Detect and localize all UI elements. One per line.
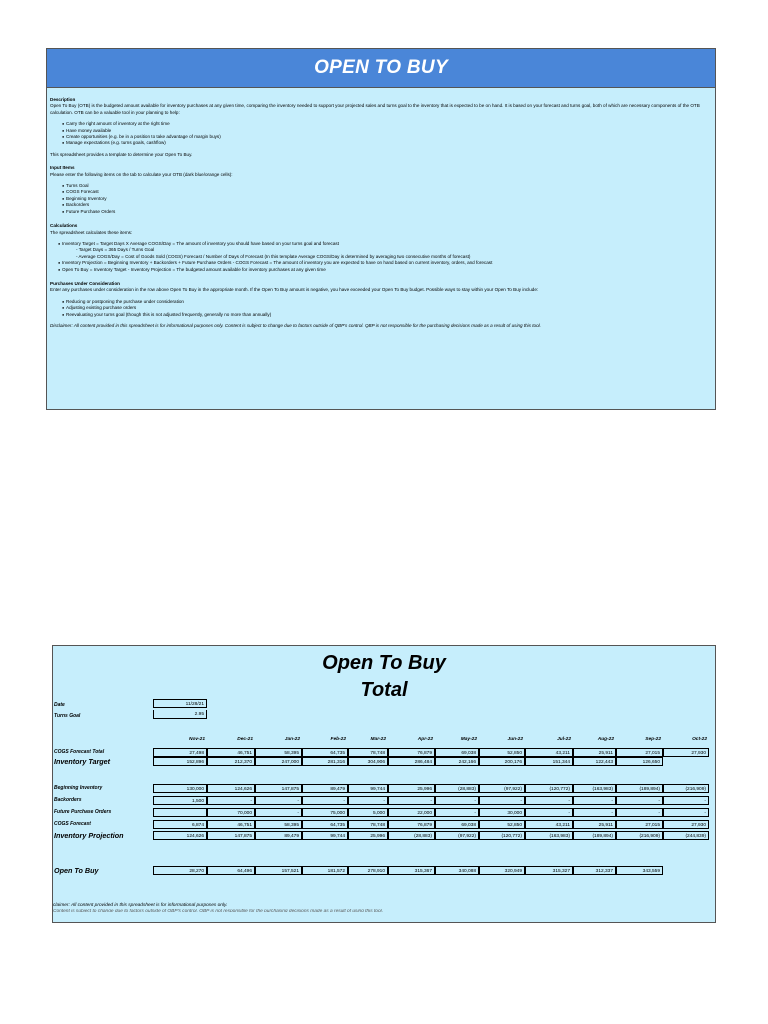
month-header: Feb-22: [330, 737, 346, 742]
table-cell: (163,983): [525, 831, 573, 840]
table-cell: 126,650: [616, 757, 663, 766]
table-cell: 25,996: [348, 831, 388, 840]
list-item: ● Create opportunities (e.g. be in a position to take advantage of margin buys): [50, 134, 712, 140]
list-item: ● Open To Buy = Inventory Target - Inventory Projection = The budgeted amount available for inventory purchases at any given time: [50, 267, 712, 273]
table-cell: 315,327: [525, 866, 573, 875]
table-cell[interactable]: -: [616, 796, 663, 805]
table-cell: (97,922): [435, 831, 479, 840]
turns-goal-label: Turns Goal: [54, 713, 81, 719]
otb-total-sheet: [52, 645, 716, 923]
table-cell: 89,479: [255, 831, 302, 840]
table-cell: 151,344: [525, 757, 573, 766]
title-banner: [47, 49, 715, 88]
row-label-open-to-buy: Open To Buy: [54, 866, 99, 875]
table-cell: 78,748: [348, 748, 388, 757]
table-cell[interactable]: -: [302, 796, 348, 805]
table-cell[interactable]: 89,479: [302, 784, 348, 793]
table-cell[interactable]: 78,748: [348, 820, 388, 829]
table-cell: 312,337: [573, 866, 616, 875]
table-cell: (189,894): [573, 831, 616, 840]
disclaimer: Disclaimer: All content provided in this spreadsheet is for informational purposes only. Content is subject to change due to factors outside of QBP's control. QBP is not responsible for the purchasing decisions made as a result of using this tool.: [50, 322, 541, 328]
table-cell[interactable]: 6,874: [153, 820, 207, 829]
table-cell[interactable]: 130,000: [153, 784, 207, 793]
table-cell: 278,910: [348, 866, 388, 875]
table-cell: [663, 866, 709, 875]
list-item: ● Have money available: [50, 128, 712, 134]
table-cell: 58,395: [255, 748, 302, 757]
list-item: ● Turns Goal: [50, 183, 712, 189]
input-heading: Input Items: [50, 165, 75, 171]
table-cell: 315,367: [388, 866, 435, 875]
table-cell[interactable]: 22,000: [388, 808, 435, 817]
table-cell[interactable]: -: [255, 808, 302, 817]
table-cell[interactable]: 124,626: [207, 784, 255, 793]
table-cell: 69,038: [435, 748, 479, 757]
table-cell: 122,443: [573, 757, 616, 766]
sheet-title-line1: Open To Buy: [322, 652, 446, 674]
purchases-heading: Purchases Under Consideration: [50, 280, 120, 286]
purchases-text: Enter any purchases under consideration in the row above Open To Buy in the appropriate month. If the Open To Buy amount is negative, you have exceeded your Open To Buy budget. Possible ways to stay within your Open To Buy include:: [50, 287, 539, 293]
list-item: ● Reevaluating your turns goal (though this is not adjusted frequently, generally no more than annually): [50, 312, 712, 318]
list-item: ● Carry the right amount of inventory at the right time: [50, 121, 712, 127]
list-item: ● COGS Forecast: [50, 189, 712, 195]
table-cell[interactable]: -: [616, 808, 663, 817]
table-cell[interactable]: 25,996: [388, 784, 435, 793]
month-header: Dec-21: [237, 737, 253, 742]
month-header: Oct-22: [692, 737, 707, 742]
table-cell[interactable]: (120,772): [525, 784, 573, 793]
table-cell[interactable]: 99,744: [348, 784, 388, 793]
table-cell: 25,911: [573, 748, 616, 757]
table-cell: 152,896: [153, 757, 207, 766]
description-sheet: [46, 48, 716, 410]
table-cell[interactable]: (163,983): [573, 784, 616, 793]
table-cell[interactable]: -: [348, 796, 388, 805]
table-cell[interactable]: -: [525, 808, 573, 817]
table-cell: 286,484: [388, 757, 435, 766]
calc-sub-item: - Target Days = 365 Days / Turns Goal: [76, 247, 155, 253]
table-cell[interactable]: (97,922): [479, 784, 525, 793]
sheet-title: [53, 650, 715, 704]
list-item: ● Future Purchase Orders: [50, 209, 712, 215]
list-item: ● Backorders: [50, 202, 712, 208]
table-cell: 320,949: [479, 866, 525, 875]
footer-disclaimer: claimer: All content provided in this spreadsheet is for informational purposes only.: [53, 903, 228, 908]
table-cell[interactable]: 70,000: [207, 808, 255, 817]
table-cell[interactable]: -: [255, 796, 302, 805]
table-cell: 46,751: [207, 748, 255, 757]
table-cell: 147,875: [207, 831, 255, 840]
calc-heading: Calculations: [50, 223, 78, 229]
table-cell: 43,211: [525, 748, 573, 757]
table-cell[interactable]: (189,894): [616, 784, 663, 793]
table-cell: 304,906: [348, 757, 388, 766]
row-label-inventory-target: Inventory Target: [54, 757, 111, 766]
list-item: ● Inventory Projection = Beginning Inventory + Backorders + Future Purchase Orders - COGS Forecast = The amount of inventory you are expected to have on hand based on current inventory, orders, and forecast: [50, 260, 712, 266]
help-list: [50, 121, 712, 147]
table-cell[interactable]: -: [435, 796, 479, 805]
date-label: Date: [54, 702, 65, 708]
table-cell: 27,015: [616, 748, 663, 757]
table-cell: (244,839): [663, 831, 709, 840]
table-cell[interactable]: 1,500: [153, 796, 207, 805]
table-cell[interactable]: 27,930: [663, 820, 709, 829]
description-heading: Description: [50, 97, 76, 102]
table-cell: [663, 757, 709, 766]
month-header: May-22: [460, 737, 477, 742]
row-label-future-purchase-orders: Future Purchase Orders: [54, 809, 112, 815]
footer-disclaimer-cut: Content is subject to change due to factors outside of QBP's control. QBP is not responsible for the purchasing decisions made as a result of using this tool.: [53, 909, 384, 912]
table-cell: 76,879: [388, 748, 435, 757]
table-cell: 281,316: [302, 757, 348, 766]
table-cell: 212,370: [207, 757, 255, 766]
month-header: Jan-22: [284, 737, 300, 742]
table-cell: 27,498: [153, 748, 207, 757]
table-cell: 124,626: [153, 831, 207, 840]
table-cell[interactable]: -: [573, 796, 616, 805]
table-cell: (28,883): [388, 831, 435, 840]
list-item: ● Manage expectations (e.g. turns goals, cashflow): [50, 140, 712, 146]
month-header: Sep-22: [645, 737, 661, 742]
month-header: Jun-22: [507, 737, 523, 742]
table-cell: 28,270: [153, 866, 207, 875]
month-header: Aug-22: [597, 737, 614, 742]
table-cell[interactable]: 76,879: [388, 820, 435, 829]
table-cell[interactable]: [153, 808, 207, 817]
row-label-cogs-forecast-total: COGS Forecast Total: [54, 749, 105, 755]
table-cell[interactable]: -: [435, 808, 479, 817]
table-cell[interactable]: 52,850: [479, 820, 525, 829]
table-cell: (120,772): [479, 831, 525, 840]
table-cell: 27,930: [663, 748, 709, 757]
calc-text: The spreadsheet calculates these items:: [50, 229, 133, 235]
table-cell[interactable]: -: [388, 796, 435, 805]
calc-sub-item: - Average COGS/Day = Cost of Goods Sold (COGS) Forecast / Number of Days of Forecast (In this template Average COGS/Day is determined by averaging two consecutive months of forecast): [76, 253, 471, 259]
table-cell: 64,496: [207, 866, 255, 875]
list-item: ● Reducing or postponing the purchase under consideration: [50, 299, 712, 305]
date-input[interactable]: 11/28/21: [153, 699, 207, 708]
table-cell[interactable]: 46,751: [207, 820, 255, 829]
month-header: Nov-21: [189, 737, 205, 742]
table-cell[interactable]: 64,735: [302, 820, 348, 829]
month-header: Jul-22: [557, 737, 571, 742]
row-label-cogs-forecast: COGS Forecast: [54, 821, 91, 827]
row-label-beginning-inventory: Beginning Inventory: [54, 785, 103, 791]
table-cell: 181,572: [302, 866, 348, 875]
calc-list: [50, 241, 712, 273]
table-cell: 52,850: [479, 748, 525, 757]
description-text: Open To Buy (OTB) is the budgeted amount available for inventory purchases at any given time, comparing the inventory needed to support your projected sales and turns goal to the inventory that is expected to be on hand. It is based on your forecast and turns goal, both of which are necessary components of the OTB calculation. OTB can be a valuable tool in your planning to help:: [50, 103, 700, 115]
table-cell[interactable]: (216,909): [663, 784, 709, 793]
input-text: Please enter the following items on the tab to calculate your OTB (dark blue/orange cells):: [50, 171, 233, 177]
list-item: ● Beginning Inventory: [50, 196, 712, 202]
page-title: OPEN TO BUY: [314, 57, 448, 78]
table-cell[interactable]: -: [663, 808, 709, 817]
table-cell: (216,909): [616, 831, 663, 840]
sheet-title-line2: Total: [360, 679, 408, 701]
row-label-backorders: Backorders: [54, 797, 82, 803]
list-item: ● Inventory Target = Target Days X Average COGS/Day = The amount of inventory you should have based on your turns goal and forecast: [50, 241, 712, 247]
table-cell[interactable]: 43,211: [525, 820, 573, 829]
row-label-inventory-projection: Inventory Projection: [54, 831, 124, 840]
table-cell[interactable]: -: [479, 796, 525, 805]
table-cell[interactable]: 25,911: [573, 820, 616, 829]
table-cell: 64,735: [302, 748, 348, 757]
table-cell: 242,166: [435, 757, 479, 766]
description-block: [47, 88, 715, 329]
table-cell[interactable]: -: [573, 808, 616, 817]
table-cell[interactable]: 5,000: [348, 808, 388, 817]
table-cell: 343,559: [616, 866, 663, 875]
table-cell: 247,000: [255, 757, 302, 766]
input-list: [50, 183, 712, 215]
turns-goal-input[interactable]: 2.95: [153, 710, 207, 719]
table-cell[interactable]: -: [207, 796, 255, 805]
table-cell: 340,088: [435, 866, 479, 875]
table-cell[interactable]: 58,395: [255, 820, 302, 829]
table-cell: 157,521: [255, 866, 302, 875]
template-text: This spreadsheet provides a template to determine your Open To Buy.: [50, 151, 193, 157]
ways-list: [50, 299, 712, 318]
month-header: Apr-22: [417, 737, 433, 742]
table-cell[interactable]: 75,000: [302, 808, 348, 817]
table-cell[interactable]: (28,883): [435, 784, 479, 793]
month-header: Mar-22: [370, 737, 386, 742]
table-cell[interactable]: 147,875: [255, 784, 302, 793]
table-cell[interactable]: -: [663, 796, 709, 805]
table-cell[interactable]: 69,038: [435, 820, 479, 829]
table-cell[interactable]: -: [525, 796, 573, 805]
table-cell: 99,744: [302, 831, 348, 840]
table-cell[interactable]: 30,000: [479, 808, 525, 817]
table-cell: 200,176: [479, 757, 525, 766]
list-item: ● Adjusting existing purchase orders: [50, 305, 712, 311]
table-cell[interactable]: 27,015: [616, 820, 663, 829]
